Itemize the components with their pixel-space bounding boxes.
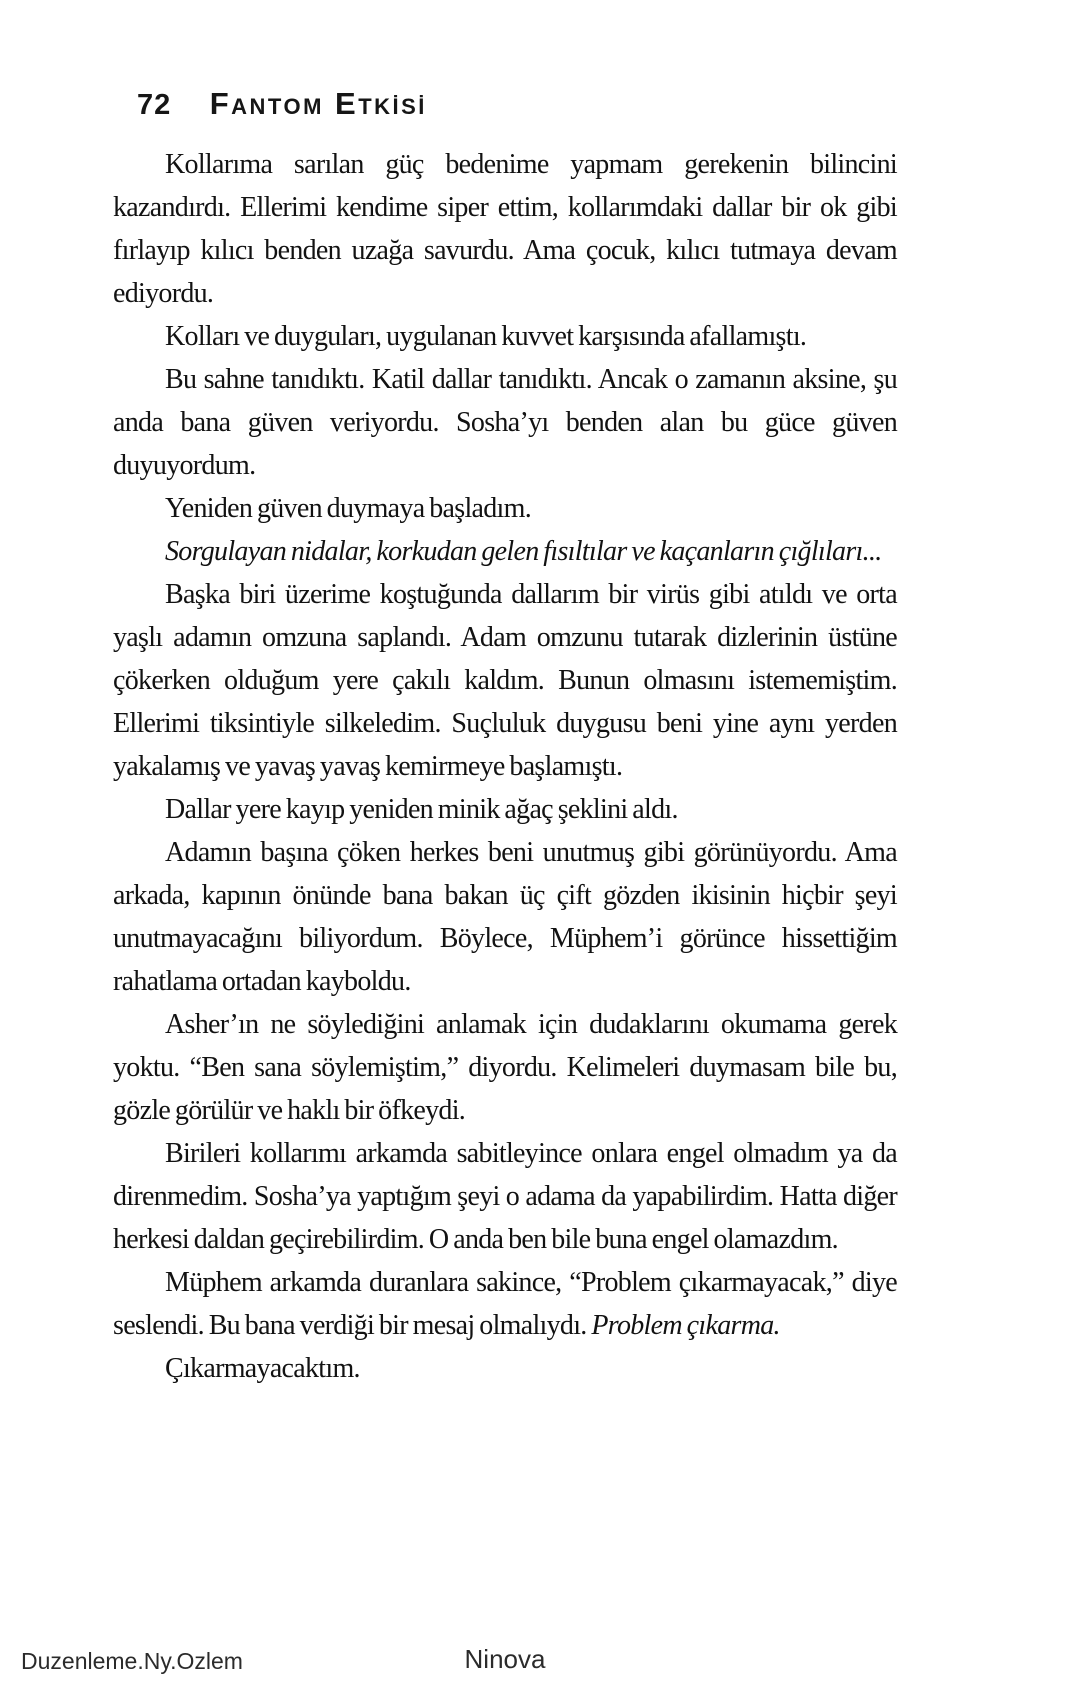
page-footer [0, 1638, 1080, 1688]
paragraph-text: Birileri kollarımı arkamda sabitleyince onlara engel olmadım ya da direnmedim. Sosha’ya yaptığım şeyi o adama da yapabilirdim. Hatta diğer herkesi daldan geçirebilirdim. O anda ben bile buna engel olamazdım. [113, 1138, 897, 1255]
paragraph [113, 315, 897, 358]
paragraph [113, 831, 897, 1003]
paragraph [113, 487, 897, 530]
paragraph-text: Adamın başına çöken herkes beni unutmuş gibi görünüyordu. Ama arkada, kapının önünde bana bakan üç çift gözden ikisinin hiçbir şeyi unutmayacağını biliyordum. Böylece, Müphem’i görünce hissettiğim rahatlama ortadan kayboldu. [113, 837, 897, 997]
paragraph [113, 1347, 897, 1390]
paragraph [113, 1132, 897, 1261]
body-text [113, 143, 897, 1390]
paragraph [113, 143, 897, 315]
paragraph-text: Kollarıma sarılan güç bedenime yapmam gerekenin bilincini kazandırdı. Ellerimi kendime siper ettim, kollarımdaki dallar bir ok gibi fırlayıp kılıcı benden uzağa savurdu. Ama çocuk, kılıcı tutmaya devam ediyordu. [113, 149, 897, 309]
paragraph-text-italic: Problem çıkarma. [591, 1310, 780, 1341]
page-number: 72 [137, 89, 172, 121]
footer-editor-credit: Duzenleme.Ny.Ozlem [21, 1648, 243, 1674]
paragraph-text: Kolları ve duyguları, uygulanan kuvvet karşısında afallamıştı. [165, 321, 807, 352]
paragraph [113, 1003, 897, 1132]
paragraph [113, 530, 897, 573]
paragraph [113, 788, 897, 831]
paragraph-text: Müphem arkamda duranlara sakince, “Problem çıkarmayacak,” diye seslendi. Bu bana verdiği bir mesaj olmalıydı. [113, 1267, 897, 1341]
footer-publisher-credit: Ninova [464, 1644, 546, 1674]
paragraph-text: Başka biri üzerime koştuğunda dallarım bir virüs gibi atıldı ve orta yaşlı adamın omzuna saplandı. Adam omzunu tutarak dizlerinin üstüne çökerken olduğum yere çakılı kaldım. Bunun olmasını istememiştim. Ellerimi tiksintiyle silkeledim. Suçluluk duygusu beni yine aynı yerden yakalamış ve yavaş yavaş kemirmeye başlamıştı. [113, 579, 897, 782]
book-title: Fantom Etkisi [209, 86, 427, 121]
page-header [137, 86, 427, 122]
paragraph-text: Yeniden güven duymaya başladım. [165, 493, 532, 524]
paragraph [113, 1261, 897, 1347]
paragraph-text: Çıkarmayacaktım. [165, 1353, 360, 1384]
paragraph-text: Bu sahne tanıdıktı. Katil dallar tanıdıktı. Ancak o zamanın aksine, şu anda bana güven veriyordu. Sosha’yı benden alan bu güce güven duyuyordum. [113, 364, 897, 481]
paragraph-text-italic: Sorgulayan nidalar, korkudan gelen fısıltılar ve kaçanların çığlıları... [165, 536, 882, 567]
paragraph-text: Dallar yere kayıp yeniden minik ağaç şeklini aldı. [165, 794, 678, 825]
paragraph-text: Asher’ın ne söylediğini anlamak için dudaklarını okumama gerek yoktu. “Ben sana söylemiştim,” diyordu. Kelimeleri duymasam bile bu, gözle görülür ve haklı bir öfkeydi. [113, 1009, 897, 1126]
paragraph [113, 573, 897, 788]
paragraph [113, 358, 897, 487]
